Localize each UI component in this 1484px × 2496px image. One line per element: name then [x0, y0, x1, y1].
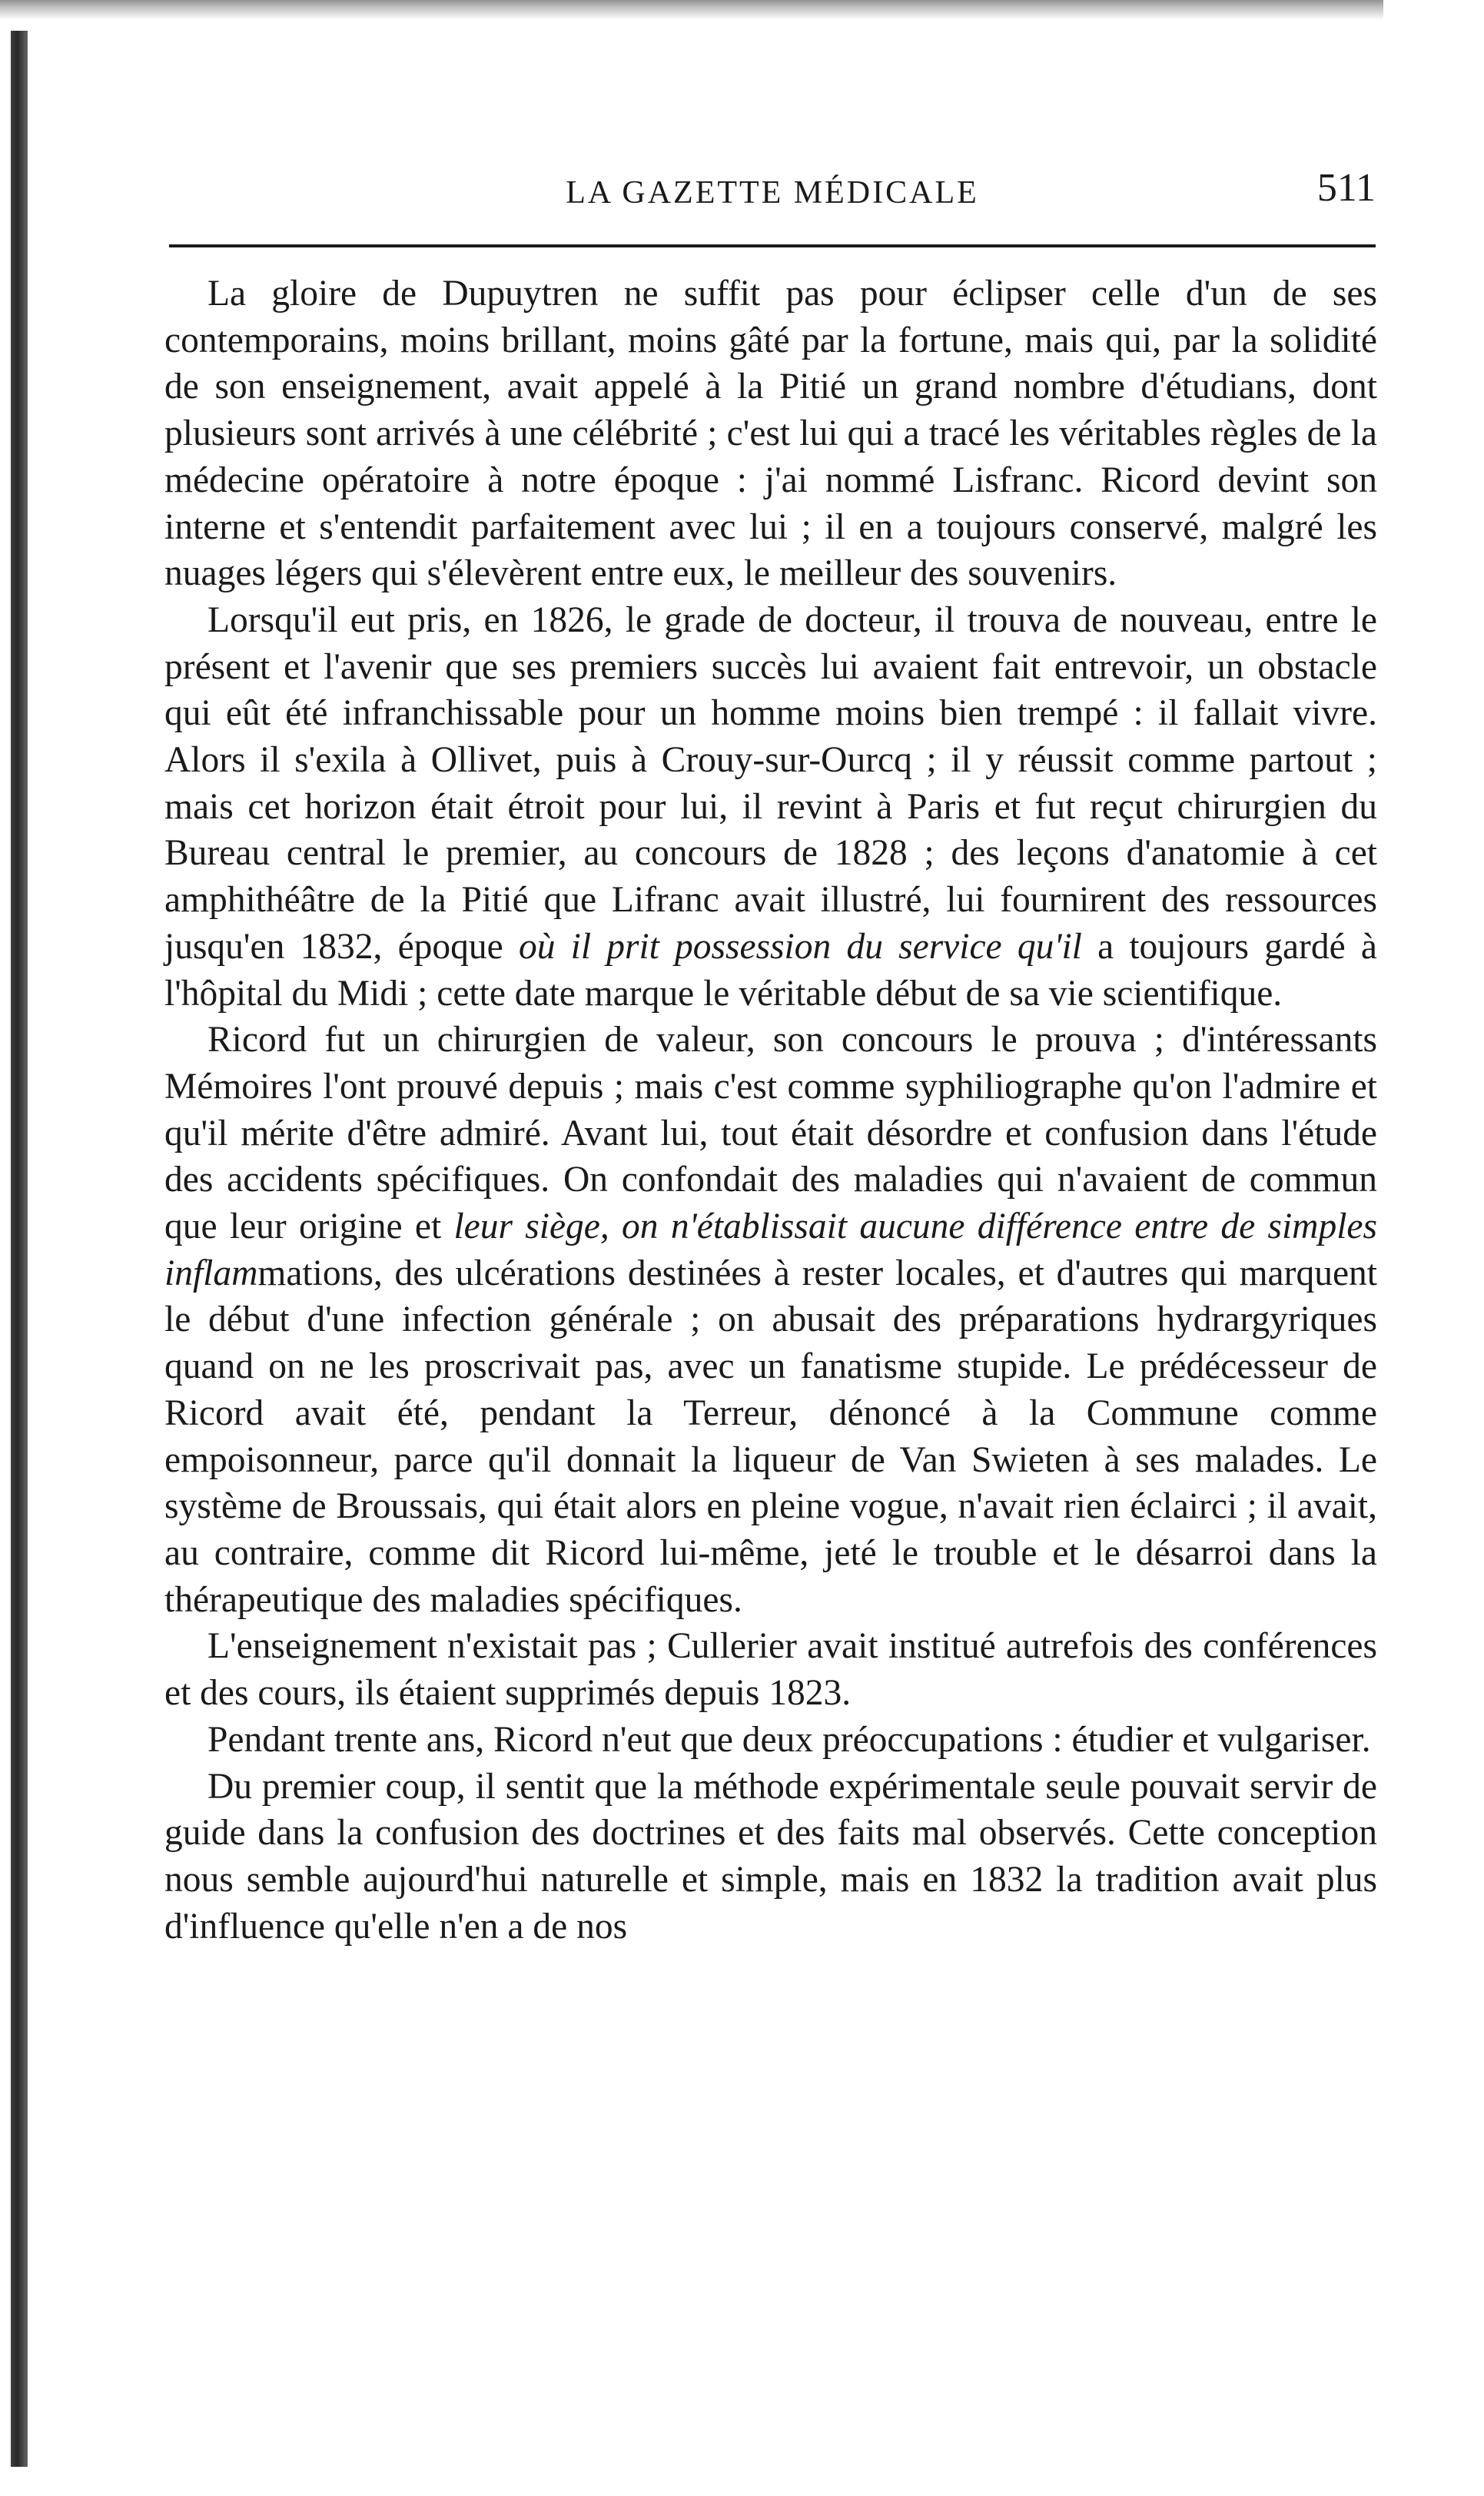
paragraph	[164, 1717, 1377, 1764]
paragraph-text: Lorsqu'il eut pris, en 1826, le grade de docteur, il trouva de nouveau, entre le présent et l'avenir que ses premiers succès lui avaient fait entrevoir, un obstacle qui eût été infranchissable pour un homme moins bien trempé : il fallait vivre. Alors il s'exila à Ollivet, puis à Crouy-sur-Ourcq ; il y réussit comme partout ; mais cet horizon était étroit pour lui, il revint à Paris et fut reçut chirurgien du Bureau central le premier, au concours de 1828 ; des leçons d'anatomie à cet amphithéâtre de la Pitié que Lifranc avait illustré, lui fournirent des ressources jusqu'en 1832, époque	[164, 599, 1377, 967]
running-head	[169, 165, 1376, 227]
paragraph-text: a toujours gardé à l'hôpital du Midi ; cette date marque le véritable début de sa vie scientifique.	[164, 926, 1377, 1014]
paragraph-text: mations, des ulcérations destinées à rester locales, et d'autres qui marquent le début d'une infection générale ; on abusait des préparations hydrargyriques quand on ne les proscrivait pas, avec un fanatisme stupide. Le prédécesseur de Ricord avait été, pendant la Terreur, dénoncé à la Commune comme empoisonneur, parce qu'il donnait la liqueur de Van Swieten à ses malades. Le système de Broussais, qui était alors en pleine vogue, n'avait rien éclairci ; il avait, au contraire, comme dit Ricord lui-même, jeté le trouble et le désarroi dans la thérapeutique des maladies spécifiques.	[164, 1253, 1377, 1620]
paragraph-text: La gloire de Dupuytren ne suffit pas pour éclipser celle d'un de ses contemporains, moins brillant, moins gâté par la fortune, mais qui, par la solidité de son enseignement, avait appelé à la Pitié un grand nombre d'étudians, dont plusieurs sont arrivés à une célébrité ; c'est lui qui a tracé les véritables règles de la médecine opératoire à notre époque : j'ai nommé Lisfranc. Ricord devint son interne et s'entendit parfaitement avec lui ; il en a toujours conservé, malgré les nuages légers qui s'élevèrent entre eux, le meilleur des souvenirs.	[164, 274, 1377, 594]
paragraph-text: Du premier coup, il sentit que la méthode expérimentale seule pouvait servir de guide dans la confusion des doctrines et des faits mal observés. Cette conception nous semble aujourd'hui naturelle et simple, mais en 1832 la tradition avait plus d'influence qu'elle n'en a de nos	[164, 1766, 1377, 1947]
paragraph-text: L'enseignement n'existait pas ; Cullerier avait institué autrefois des conférences et des cours, ils étaient supprimés depuis 1823.	[164, 1626, 1377, 1714]
body-text	[164, 271, 1377, 1950]
paragraph	[164, 1764, 1377, 1950]
paragraph	[164, 597, 1377, 1017]
scan-binding-edge	[11, 31, 28, 2467]
paragraph-text: Ricord fut un chirurgien de valeur, son concours le prouva ; d'intéressants Mémoires l'ont prouvé depuis ; mais c'est comme syphiliographe qu'on l'admire et qu'il mérite d'être admiré. Avant lui, tout était désordre et confusion dans l'étude des accidents spécifiques. On confondait des maladies qui n'avaient de commun que leur origine et	[164, 1020, 1377, 1247]
paragraph	[164, 271, 1377, 597]
page-number: 511	[1316, 166, 1376, 210]
italic-text: leur siège, on n'établissait aucune différence entre de simples inflam	[164, 1207, 1377, 1293]
italic-text: où il prit possession du service qu'il	[518, 926, 1082, 967]
header-rule	[169, 244, 1376, 247]
scan-shadow-top	[0, 0, 1383, 20]
paragraph	[164, 1623, 1377, 1716]
running-title: LA GAZETTE MÉDICALE	[566, 175, 979, 211]
paragraph-text: Pendant trente ans, Ricord n'eut que deux préoccupations : étudier et vulgariser.	[207, 1719, 1371, 1760]
paragraph	[164, 1017, 1377, 1623]
